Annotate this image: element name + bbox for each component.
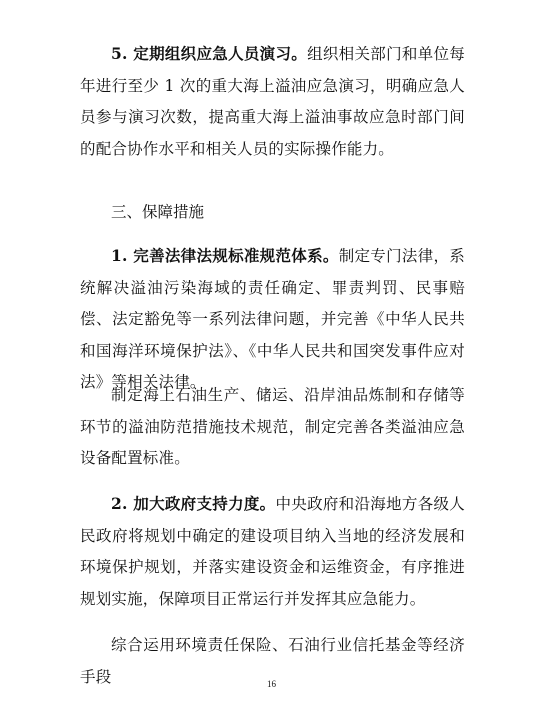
paragraph-heading: 2. 加大政府支持力度。	[111, 494, 276, 513]
paragraph-heading: 1. 完善法律法规标准规范体系。	[111, 246, 339, 265]
paragraph-body: 中央政府和沿海地方各级人民政府将规划中确定的建设项目纳入当地的经济发展和环境保护规划，并落实建设资金和运维资金，有序推进规划实施，保障项目正常运行并发挥其应急能力。	[80, 495, 465, 608]
paragraph-body: 制定专门法律，系统解决溢油污染海域的责任确定、罪责判罚、民事赔偿、法定豁免等一系列法律问题，并完善《中华人民共和国海洋环境保护法》、《中华人民共和国突发事件应对法》等相关法律。	[80, 247, 465, 391]
paragraph-body: 组织相关部门和单位每年进行至少 1 次的重大海上溢油应急演习，明确应急人员参与演习次数，提高重大海上溢油事故应急时部门间的配合协作水平和相关人员的实际操作能力。	[80, 45, 465, 158]
paragraph-technical-standards: 制定海上石油生产、储运、沿岸油品炼制和存储等环节的溢油防范措施技术规范，制定完善各类溢油应急设备配置标准。	[80, 386, 465, 467]
paragraph-heading: 5. 定期组织应急人员演习。	[111, 44, 308, 63]
section-title-safeguards: 三、保障措施	[111, 203, 205, 221]
paragraph-economic-means: 综合运用环境责任保险、石油行业信托基金等经济手段	[80, 636, 465, 686]
paragraph-drill	[80, 38, 465, 165]
paragraph-legal-system	[80, 240, 465, 399]
paragraph-government-support	[80, 488, 465, 615]
page-number: 16	[267, 679, 276, 689]
